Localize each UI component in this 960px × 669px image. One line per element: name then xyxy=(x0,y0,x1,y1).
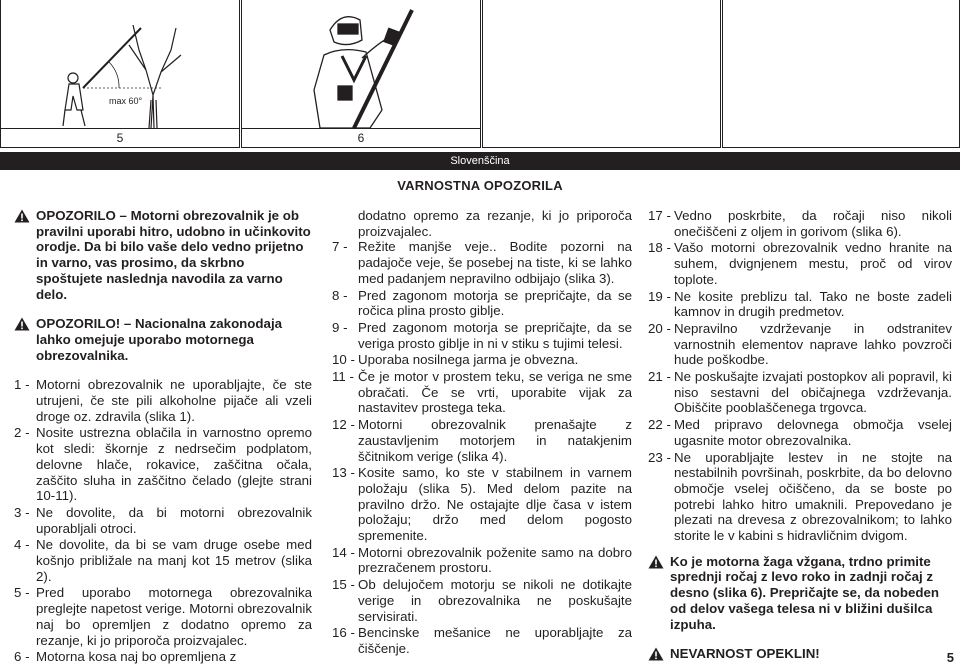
item-text: Med pripravo delovnega območja vselej ugasnite motor obrezovalnika. xyxy=(674,417,952,448)
item-number: 15 - xyxy=(332,577,355,593)
item-text: Vedno poskrbite, da ročaji niso nikoli onečiščeni z oljem in gorivom (slika 6). xyxy=(674,208,952,239)
item-text: Kosite samo, ko ste v stabilnem in varnem položaju (slika 5). Med delom pazite na pravilno držo. Ne ostajajte dlje časa v istem položaju; držo med delom pogosto spremenite. xyxy=(358,465,632,544)
warning-icon xyxy=(648,647,664,661)
list-item xyxy=(14,377,312,424)
warning-block-4 xyxy=(648,646,952,662)
item-text: Motorni obrezovalnik ne uporabljajte, če ste utrujeni, če ste pili alkoholne pijače ali vzeli droge oz. zdravila (slika 1). xyxy=(36,377,312,424)
language-label: Slovenščina xyxy=(450,155,510,167)
figure-5-number: 5 xyxy=(1,128,239,148)
list-item xyxy=(648,240,952,287)
warning-icon xyxy=(14,317,30,331)
warning-block-3 xyxy=(648,554,952,633)
list-item xyxy=(332,577,632,624)
item-text: Ne kosite preblizu tal. Tako ne boste zadeli kamnov in drugih predmetov. xyxy=(674,288,952,320)
warning-text-1: OPOZORILO – Motorni obrezovalnik je ob pravilni uporabi hitro, udobno in učinkovito orodje. Da bi bilo vaše delo vedno prijetno in varno, vas prosimo, da skrbno spoštujete naslednja navodila za varno delo. xyxy=(36,208,311,302)
section-title: VARNOSTNA OPOZORILA xyxy=(397,178,563,193)
item-number: 20 - xyxy=(648,320,671,336)
item-text: Ne dovolite, da bi motorni obrezovalnik uporabljali otroci. xyxy=(36,504,312,536)
warning-block-1 xyxy=(14,208,312,302)
list-item xyxy=(332,320,632,351)
warning-icon xyxy=(648,555,664,569)
figure-5-illustration xyxy=(1,0,241,128)
item-text: Ne uporabljajte lestev in ne stojte na nestabilnih površinah, poskrbite, da bo delovno območje vselej očiščeno, da se boste po potrebi lahko hitro umaknili. Prepovedano je plezati na drevesa z obrezovalnikom; to lahko storite le v kabini s hidravličnim dvigom. xyxy=(674,449,952,544)
item-text: Uporaba nosilnega jarma je obvezna. xyxy=(358,352,579,368)
item-number: 22 - xyxy=(648,417,671,433)
item-text: Pred zagonom motorja se prepričajte, da se ročica plina prosto giblje. xyxy=(358,287,632,319)
item-text: Če je motor v prostem teku, se veriga ne sme obračati. Če se vrti, uporabite vijak za nastavitev prostega teka. xyxy=(358,369,632,416)
item-number: 5 - xyxy=(14,585,30,601)
list-item xyxy=(332,239,632,286)
warning-block-2 xyxy=(14,316,312,363)
figure-empty-2 xyxy=(722,0,960,148)
list-item xyxy=(332,545,632,576)
list-item xyxy=(332,369,632,416)
list-item xyxy=(14,505,312,536)
item-text: Motorni obrezovalnik poženite samo na dobro prezračenem prostoru. xyxy=(358,544,632,576)
continued-text: dodatno opremo za rezanje, ki jo priporoča proizvajalec. xyxy=(358,208,632,239)
item-number: 21 - xyxy=(648,369,671,385)
figure-6 xyxy=(241,0,481,148)
column-1 xyxy=(14,208,312,666)
item-number: 1 - xyxy=(14,377,30,393)
warning-icon xyxy=(14,209,30,223)
list-item xyxy=(332,625,632,656)
item-number: 7 - xyxy=(332,239,348,255)
item-text: Vašo motorni obrezovalnik vedno hranite na suhem, dvignjenem mestu, proč od virov toplote. xyxy=(674,240,952,287)
figure-empty-1 xyxy=(482,0,721,148)
item-text: Nepravilno vzdrževanje in odstranitev varnostnih elementov naprave lahko povzroči hude poškodbe. xyxy=(674,320,952,368)
list-item xyxy=(648,369,952,416)
item-number: 10 - xyxy=(332,352,355,368)
item-text: Ne poskušajte izvajati postopkov ali popravil, ki niso sestavni del običajnega vzdrževanja. Obiščite pooblaščenega trgovca. xyxy=(674,369,952,416)
item-number: 6 - xyxy=(14,649,30,665)
list-item xyxy=(648,450,952,544)
column-2 xyxy=(332,208,632,658)
warning-text-3: Ko je motorna žaga vžgana, trdno primite sprednji ročaj z levo roko in zadnji ročaj z desno (slika 6). Prepričajte se, da nobeden od delov vašega telesa ni v bližini dušilca izpuha. xyxy=(670,553,939,632)
figure-6-illustration xyxy=(242,0,482,128)
list-item xyxy=(648,208,952,239)
item-text: Pred zagonom motorja se prepričajte, da se veriga prosto giblje in ni v stiku s tujimi telesi. xyxy=(358,319,632,351)
warning-text-2: OPOZORILO! – Nacionalna zakonodaja lahko omejuje uporabo motornega obrezovalnika. xyxy=(36,316,283,363)
list-item xyxy=(14,649,312,665)
item-number: 16 - xyxy=(332,625,355,641)
list-item xyxy=(14,585,312,648)
item-number: 11 - xyxy=(332,369,354,385)
item-number: 9 - xyxy=(332,319,348,335)
item-text: Ne dovolite, da bi se vam druge osebe med košnjo približale na manj kot 15 metrov (slika 2). xyxy=(36,537,312,584)
list-item xyxy=(14,425,312,504)
max-angle-label: max 60° xyxy=(109,96,143,106)
item-number: 13 - xyxy=(332,465,355,481)
page-number: 5 xyxy=(946,650,954,665)
item-number: 19 - xyxy=(648,288,671,304)
list-item xyxy=(14,537,312,584)
item-text: Nosite ustrezna oblačila in varnostno opremo kot sledi: škornje z nedrsečim podplatom, delovne hlače, rokavice, zaščitna očala, zaščito sluha in zaščitno čelado (glejte strani 10-11). xyxy=(36,425,312,504)
list-item xyxy=(648,321,952,368)
list-item xyxy=(332,465,632,544)
item-number: 12 - xyxy=(332,417,355,433)
list-item xyxy=(332,417,632,464)
figure-6-number: 6 xyxy=(242,128,480,148)
list-item xyxy=(332,288,632,319)
figure-5 xyxy=(0,0,240,148)
item-number: 4 - xyxy=(14,537,30,553)
item-text: Ob delujočem motorju se nikoli ne dotikajte verige in obrezovalnika ne poskušajte servisirati. xyxy=(358,577,632,624)
item-text: Režite manjše veje.. Bodite pozorni na padajoče veje, še posebej na tiste, ki se lahko med padanjem nepravilno odbijajo (slika 3). xyxy=(358,239,632,286)
item-number: 14 - xyxy=(332,544,355,560)
item-number: 18 - xyxy=(648,240,671,256)
item-text: Motorna kosa naj bo opremljena z xyxy=(36,649,237,665)
list-item xyxy=(648,289,952,320)
item-text: Pred uporabo motornega obrezovalnika preglejte napetost verige. Motorni obrezovalnik naj bo opremljen z dodatno opremo za rezanje, ki jo priporoča proizvajalec. xyxy=(36,585,312,648)
item-text: Bencinske mešanice ne uporabljajte za čiščenje. xyxy=(358,625,632,656)
list-item xyxy=(332,352,632,368)
warning-text-4: NEVARNOST OPEKLIN! xyxy=(670,646,820,662)
column-3 xyxy=(648,208,952,669)
item-number: 23 - xyxy=(648,449,671,465)
item-number: 3 - xyxy=(14,504,30,520)
item-number: 17 - xyxy=(648,208,671,223)
item-number: 2 - xyxy=(14,425,30,441)
list-item xyxy=(648,417,952,448)
item-number: 8 - xyxy=(332,287,348,303)
item-text: Motorni obrezovalnik prenašajte z zaustavljenim motorjem in natakjenim ščitnikom verige (slika 4). xyxy=(358,417,632,464)
